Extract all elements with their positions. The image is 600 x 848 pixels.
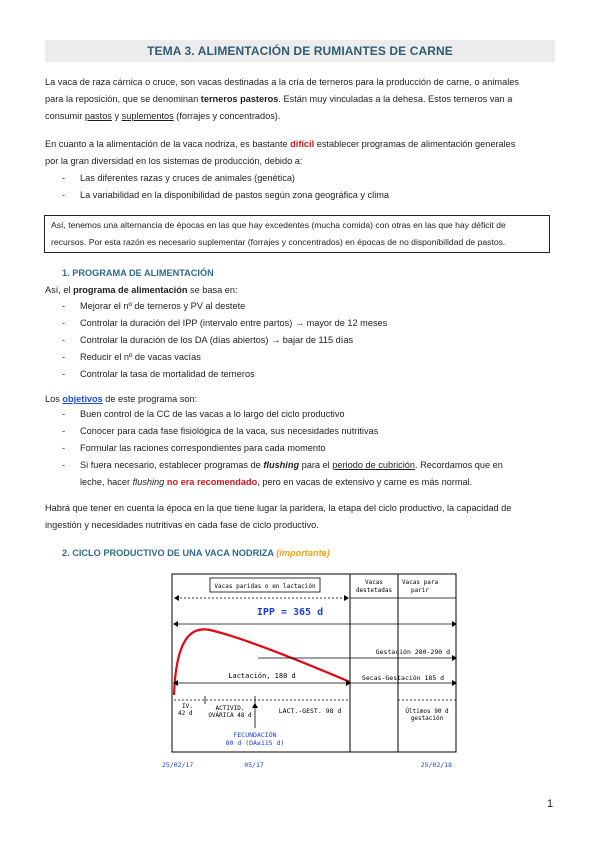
ultimos-label-1: Últimos 90 d	[405, 708, 449, 715]
intro-text: y	[111, 111, 122, 121]
lactation-label: Lactación, 180 d	[228, 672, 296, 680]
program-text: Así, el	[45, 285, 74, 295]
flushing-text: para el	[299, 460, 333, 470]
nodriza-line-2: por la gran diversidad en los sistemas de producción, debido a:	[45, 156, 303, 166]
header-parir-1: Vacas para	[401, 579, 439, 586]
page-number: 1	[547, 798, 554, 810]
list-item: - Formular las raciones correspondientes para cada momento	[62, 440, 558, 457]
note-line-1: Así, tenemos una alternancia de épocas en las que hay excedentes (mucha comida) con otras en las que hay déficit de	[51, 220, 506, 230]
list-item: - Reducir el nº de vacas vacías	[62, 349, 558, 366]
term-terneros-pasteros: terneros pasteros	[200, 94, 279, 104]
term-objetivos: objetivos	[62, 394, 103, 404]
term-flushing: flushing	[263, 460, 300, 470]
program-list	[62, 298, 558, 383]
cycle-diagram	[150, 570, 460, 775]
closing-line-1: Habrá que tener en cuenta la época en la que tiene lugar la paridera, la etapa del ciclo productivo, la capacidad de	[45, 503, 512, 513]
term-programa-alimentacion: programa de alimentación	[73, 285, 188, 295]
header-destetadas-1: Vacas	[364, 579, 384, 586]
intro-paragraph	[45, 74, 558, 125]
nodriza-line-1	[45, 136, 558, 153]
objectives-text: Los	[45, 394, 63, 404]
flushing-line-2	[80, 474, 558, 491]
flushing-text: leche, hacer	[80, 477, 133, 487]
iv-label-2: 42 d	[178, 710, 193, 717]
list-item: - La variabilidad en la disponibilidad de pastos según zona geográfica y clima	[62, 187, 558, 204]
list-item: - Buen control de la CC de las vacas a lo largo del ciclo productivo	[62, 406, 558, 423]
closing-paragraph	[45, 500, 558, 534]
date-mid: 05/17	[244, 761, 264, 769]
header-destetadas-2: destetadas	[355, 587, 393, 594]
nodriza-text: establecer programas de alimentación generales	[314, 139, 516, 149]
header-paridas: Vacas paridas o en lactación	[214, 583, 316, 590]
fecundacion-label-2: 80 d (DA≤115 d)	[225, 739, 285, 747]
flushing-line-1	[80, 457, 558, 474]
cycle-diagram-svg	[150, 570, 460, 770]
program-intro-line	[45, 282, 558, 299]
list-item: - Controlar la duración del IPP (intervalo entre partos) → mayor de 12 meses	[62, 315, 558, 332]
intro-text: consumir	[45, 111, 85, 121]
page-title: TEMA 3. ALIMENTACIÓN DE RUMIANTES DE CARNE	[45, 40, 555, 62]
diversity-list	[62, 170, 558, 204]
lactation-curve	[174, 629, 350, 695]
note-box	[44, 215, 550, 253]
date-start: 25/02/17	[162, 761, 194, 769]
term-flushing: flushing	[132, 477, 165, 487]
arrowhead	[252, 703, 258, 708]
diagram-frame	[172, 574, 456, 752]
term-periodo-cubricion: periodo de cubrición	[332, 460, 416, 470]
flushing-text: Si fuera necesario, establecer programas de	[80, 460, 264, 470]
section-2-title	[62, 548, 330, 558]
program-text: se basa en:	[187, 285, 238, 295]
flushing-text: , pero en vacas de extensivo y carne es más normal.	[257, 477, 473, 487]
note-line-2: recursos. Por esta razón es necesario suplementar (forrajes y concentrados) en épocas de no disponibilidad de pastos.	[51, 237, 506, 247]
term-suplementos: suplementos	[121, 111, 174, 121]
list-item: - Mejorar el nº de terneros y PV al destete	[62, 298, 558, 315]
intro-line-3	[45, 108, 558, 125]
program-intro	[45, 282, 558, 299]
section-2-title-text: 2. CICLO PRODUCTIVO DE UNA VACA NODRIZA	[62, 548, 274, 558]
objectives-list	[62, 406, 558, 491]
arrowhead	[344, 595, 349, 601]
arrowhead	[174, 595, 179, 601]
nodriza-paragraph	[45, 136, 558, 170]
flushing-text: . Recordamos que en	[415, 460, 503, 470]
intro-line-1: La vaca de raza cárnica o cruce, son vacas destinadas a la cría de terneros para la producción de carne, o animales	[45, 77, 519, 87]
fecundacion-label-1: FECUNDACIÓN	[233, 731, 277, 739]
list-item-flushing	[62, 457, 558, 491]
intro-text: . Están muy vinculadas a la dehesa. Estos terneros van a	[278, 94, 513, 104]
section-1-title: 1. PROGRAMA DE ALIMENTACIÓN	[62, 268, 214, 278]
header-parir-2: parir	[410, 587, 430, 594]
closing-line-2: ingestión y necesidades nutritivas en cada fase de ciclo productivo.	[45, 520, 319, 530]
lact-gest-label: LACT.-GEST. 98 d	[278, 707, 342, 715]
list-item: - Controlar la tasa de mortalidad de terneros	[62, 366, 558, 383]
ultimos-label-2: gestación	[410, 715, 444, 722]
list-item: - Las diferentes razas y cruces de animales (genética)	[62, 170, 558, 187]
highlight-dificil: difícil	[290, 139, 315, 149]
date-end: 25/02/18	[420, 761, 452, 769]
intro-line-2	[45, 91, 558, 108]
actividad-label-1: ACTIVID.	[215, 705, 245, 712]
list-item: - Conocer para cada fase fisiológica de la vaca, sus necesidades nutritivas	[62, 423, 558, 440]
list-item: - Controlar la duración de los DA (días abiertos) → bajar de 115 días	[62, 332, 558, 349]
secas-label: Secas-Gestación 185 d	[361, 674, 445, 682]
intro-text: (forrajes y concentrados).	[173, 111, 281, 121]
ipp-label: IPP = 365 d	[256, 607, 324, 618]
term-pastos: pastos	[84, 111, 112, 121]
objectives-text: de este programa son:	[102, 394, 198, 404]
arrowhead	[173, 621, 178, 627]
nodriza-text: En cuanto a la alimentación de la vaca nodriza, es bastante	[45, 139, 291, 149]
highlight-no-recomendado: no era recomendado	[166, 477, 258, 487]
intro-text: para la reposición, que se denominan	[45, 94, 201, 104]
iv-label-1: IV.	[182, 703, 193, 710]
important-tag: (importante)	[276, 548, 330, 558]
gestation-label: Gestación 280-290 d	[375, 648, 450, 656]
actividad-label-2: OVÁRICA 48 d	[208, 712, 252, 719]
